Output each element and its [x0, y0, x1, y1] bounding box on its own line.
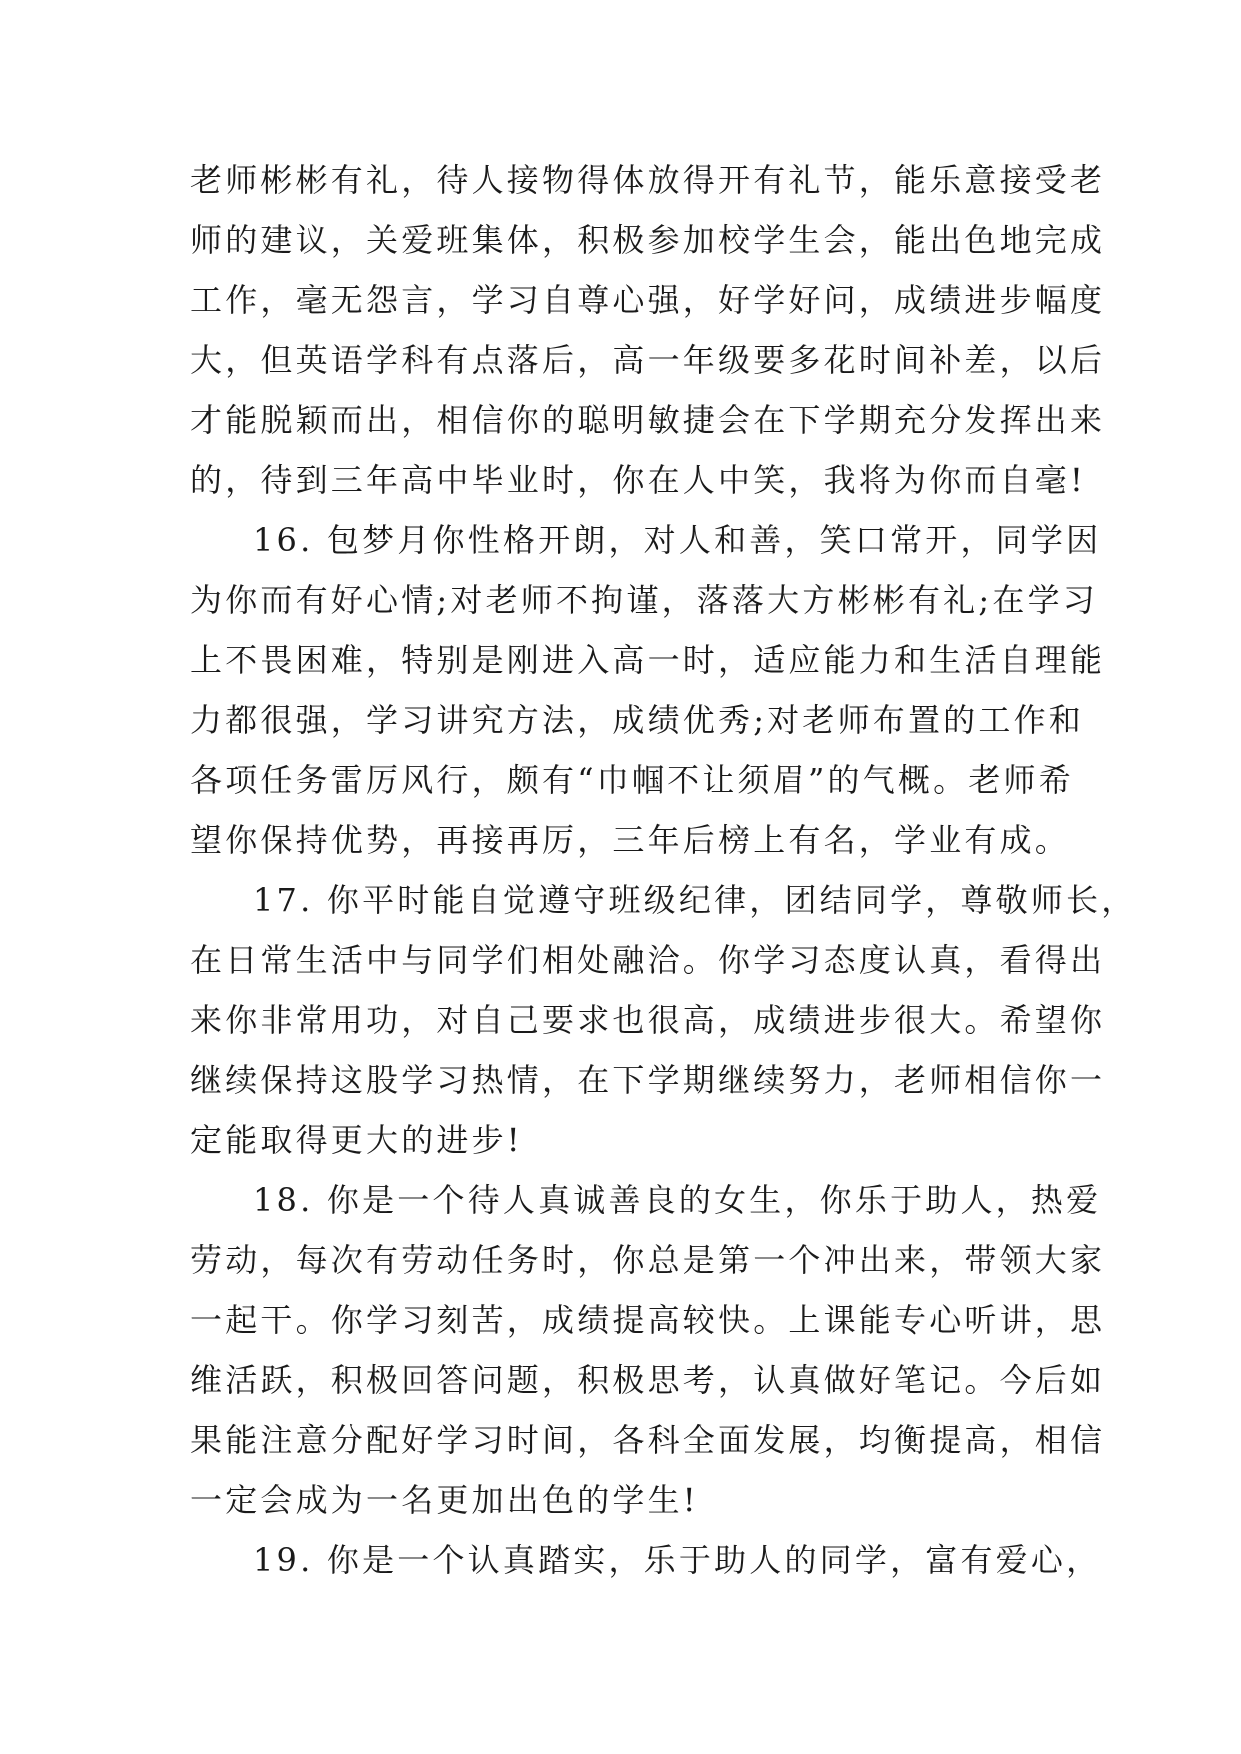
text-line: 师的建议，关爱班集体，积极参加校学生会，能出色地完成 — [190, 221, 1106, 259]
paragraph-17-start: 17. 你平时能自觉遵守班级纪律，团结同学，尊敬师长， — [253, 881, 1137, 919]
text-line: 定能取得更大的进步! — [190, 1121, 523, 1159]
text-line: 的，待到三年高中毕业时，你在人中笑，我将为你而自毫! — [190, 461, 1087, 499]
text-line: 继续保持这股学习热情，在下学期继续努力，老师相信你一 — [190, 1061, 1106, 1099]
text-line: 果能注意分配好学习时间，各科全面发展，均衡提高，相信 — [190, 1421, 1106, 1459]
text-line: 来你非常用功，对自己要求也很高，成绩进步很大。希望你 — [190, 1001, 1106, 1039]
text-line: 老师彬彬有礼，待人接物得体放得开有礼节，能乐意接受老 — [190, 161, 1106, 199]
text-line: 上不畏困难，特别是刚进入高一时，适应能力和生活自理能 — [190, 641, 1106, 679]
text-line: 大，但英语学科有点落后，高一年级要多花时间补差，以后 — [190, 341, 1106, 379]
text-line: 望你保持优势，再接再厉，三年后榜上有名，学业有成。 — [190, 821, 1071, 859]
text-line: 劳动，每次有劳动任务时，你总是第一个冲出来，带领大家 — [190, 1241, 1106, 1279]
text-line: 才能脱颖而出，相信你的聪明敏捷会在下学期充分发挥出来 — [190, 401, 1106, 439]
paragraph-19-start: 19. 你是一个认真踏实，乐于助人的同学，富有爱心， — [253, 1541, 1102, 1579]
text-line: 一起干。你学习刻苦，成绩提高较快。上课能专心听讲，思 — [190, 1301, 1106, 1339]
text-line: 力都很强，学习讲究方法，成绩优秀;对老师布置的工作和 — [190, 701, 1084, 739]
text-line: 在日常生活中与同学们相处融洽。你学习态度认真，看得出 — [190, 941, 1106, 979]
text-line: 各项任务雷厉风行，颇有“巾帼不让须眉”的气概。老师希 — [190, 761, 1074, 799]
text-line: 一定会成为一名更加出色的学生! — [190, 1481, 699, 1519]
paragraph-18-start: 18. 你是一个待人真诚善良的女生，你乐于助人，热爱 — [253, 1181, 1102, 1219]
text-line: 维活跃，积极回答问题，积极思考，认真做好笔记。今后如 — [190, 1361, 1106, 1399]
text-line: 为你而有好心情;对老师不拘谨，落落大方彬彬有礼;在学习 — [190, 581, 1098, 619]
text-line: 工作，毫无怨言，学习自尊心强，好学好问，成绩进步幅度 — [190, 281, 1106, 319]
paragraph-16-start: 16. 包梦月你性格开朗，对人和善，笑口常开，同学因 — [253, 521, 1102, 559]
